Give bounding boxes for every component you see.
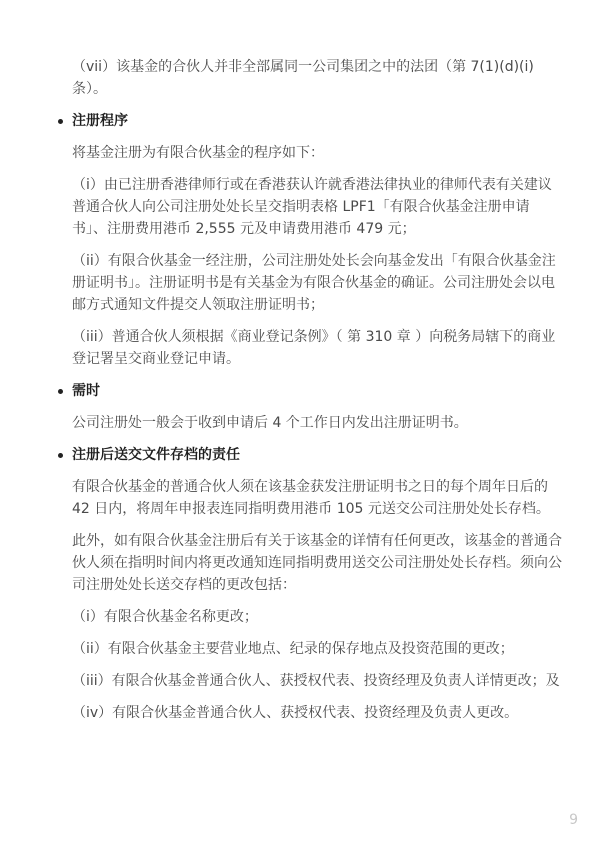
filing-item-ii: （ii）有限合伙基金主要营业地点、纪录的保存地点及投资范围的更改； [72,641,514,657]
bullet-icon [58,119,63,124]
bullet-icon [58,453,63,458]
filing-section-heading [58,444,562,466]
filing-item-iii: （iii）有限合伙基金普通合伙人、获授权代表、投资经理及负责人详情更改；及 [72,673,560,689]
registration-section-heading [58,110,562,132]
item-vii-paragraph: （vii）该基金的合伙人并非全部属同一公司集团之中的法团（第 7(1)(d)(i) 条）。 [72,59,534,97]
page-number: 9 [569,812,578,828]
registration-intro: 将基金注册为有限合伙基金的程序如下： [72,145,324,161]
time-heading-text: 需时 [72,383,100,399]
filing-item-i: （i）有限合伙基金名称更改； [72,609,258,625]
filing-heading-text: 注册后送交文件存档的责任 [72,447,240,463]
filing-paragraph-1: 有限合伙基金的普通合伙人须在该基金获发注册证明书之日的每个周年日后的 42 日内，将周年申报表连同指明费用港币 105 元送交公司注册处处长存档。 [72,479,550,517]
registration-item-ii: （ii）有限合伙基金一经注册，公司注册处处长会向基金发出「有限合伙基金注册证明书」。注册证明书是有关基金为有限合伙基金的确证。公司注册处会以电邮方式通知文件提交人领取注册证明书； [72,253,556,313]
registration-heading-text: 注册程序 [72,113,128,129]
filing-paragraph-2: 此外，如有限合伙基金注册后有关于该基金的详情有任何更改，该基金的普通合伙人须在指明时间内将更改通知连同指明费用送交公司注册处处长存档。须向公司注册处处长送交存档的更改包括： [72,533,562,593]
bullet-icon [58,389,63,394]
registration-item-iii: （iii）普通合伙人须根据《商业登记条例》（ 第 310 章 ）向税务局辖下的商业登记署呈交商业登记申请。 [72,329,556,367]
page-content [72,56,562,734]
filing-item-iv: （iv）有限合伙基金普通合伙人、获授权代表、投资经理及负责人更改。 [72,705,519,721]
registration-item-i: （i）由已注册香港律师行或在香港获认许就香港法律执业的律师代表有关建议普通合伙人向公司注册处处长呈交指明表格 LPF1「有限合伙基金注册申请书」、注册费用港币 2,555 元及申请费用港币 479 元； [72,177,552,237]
time-text: 公司注册处一般会于收到申请后 4 个工作日内发出注册证明书。 [72,415,468,431]
time-section-heading [58,380,562,402]
